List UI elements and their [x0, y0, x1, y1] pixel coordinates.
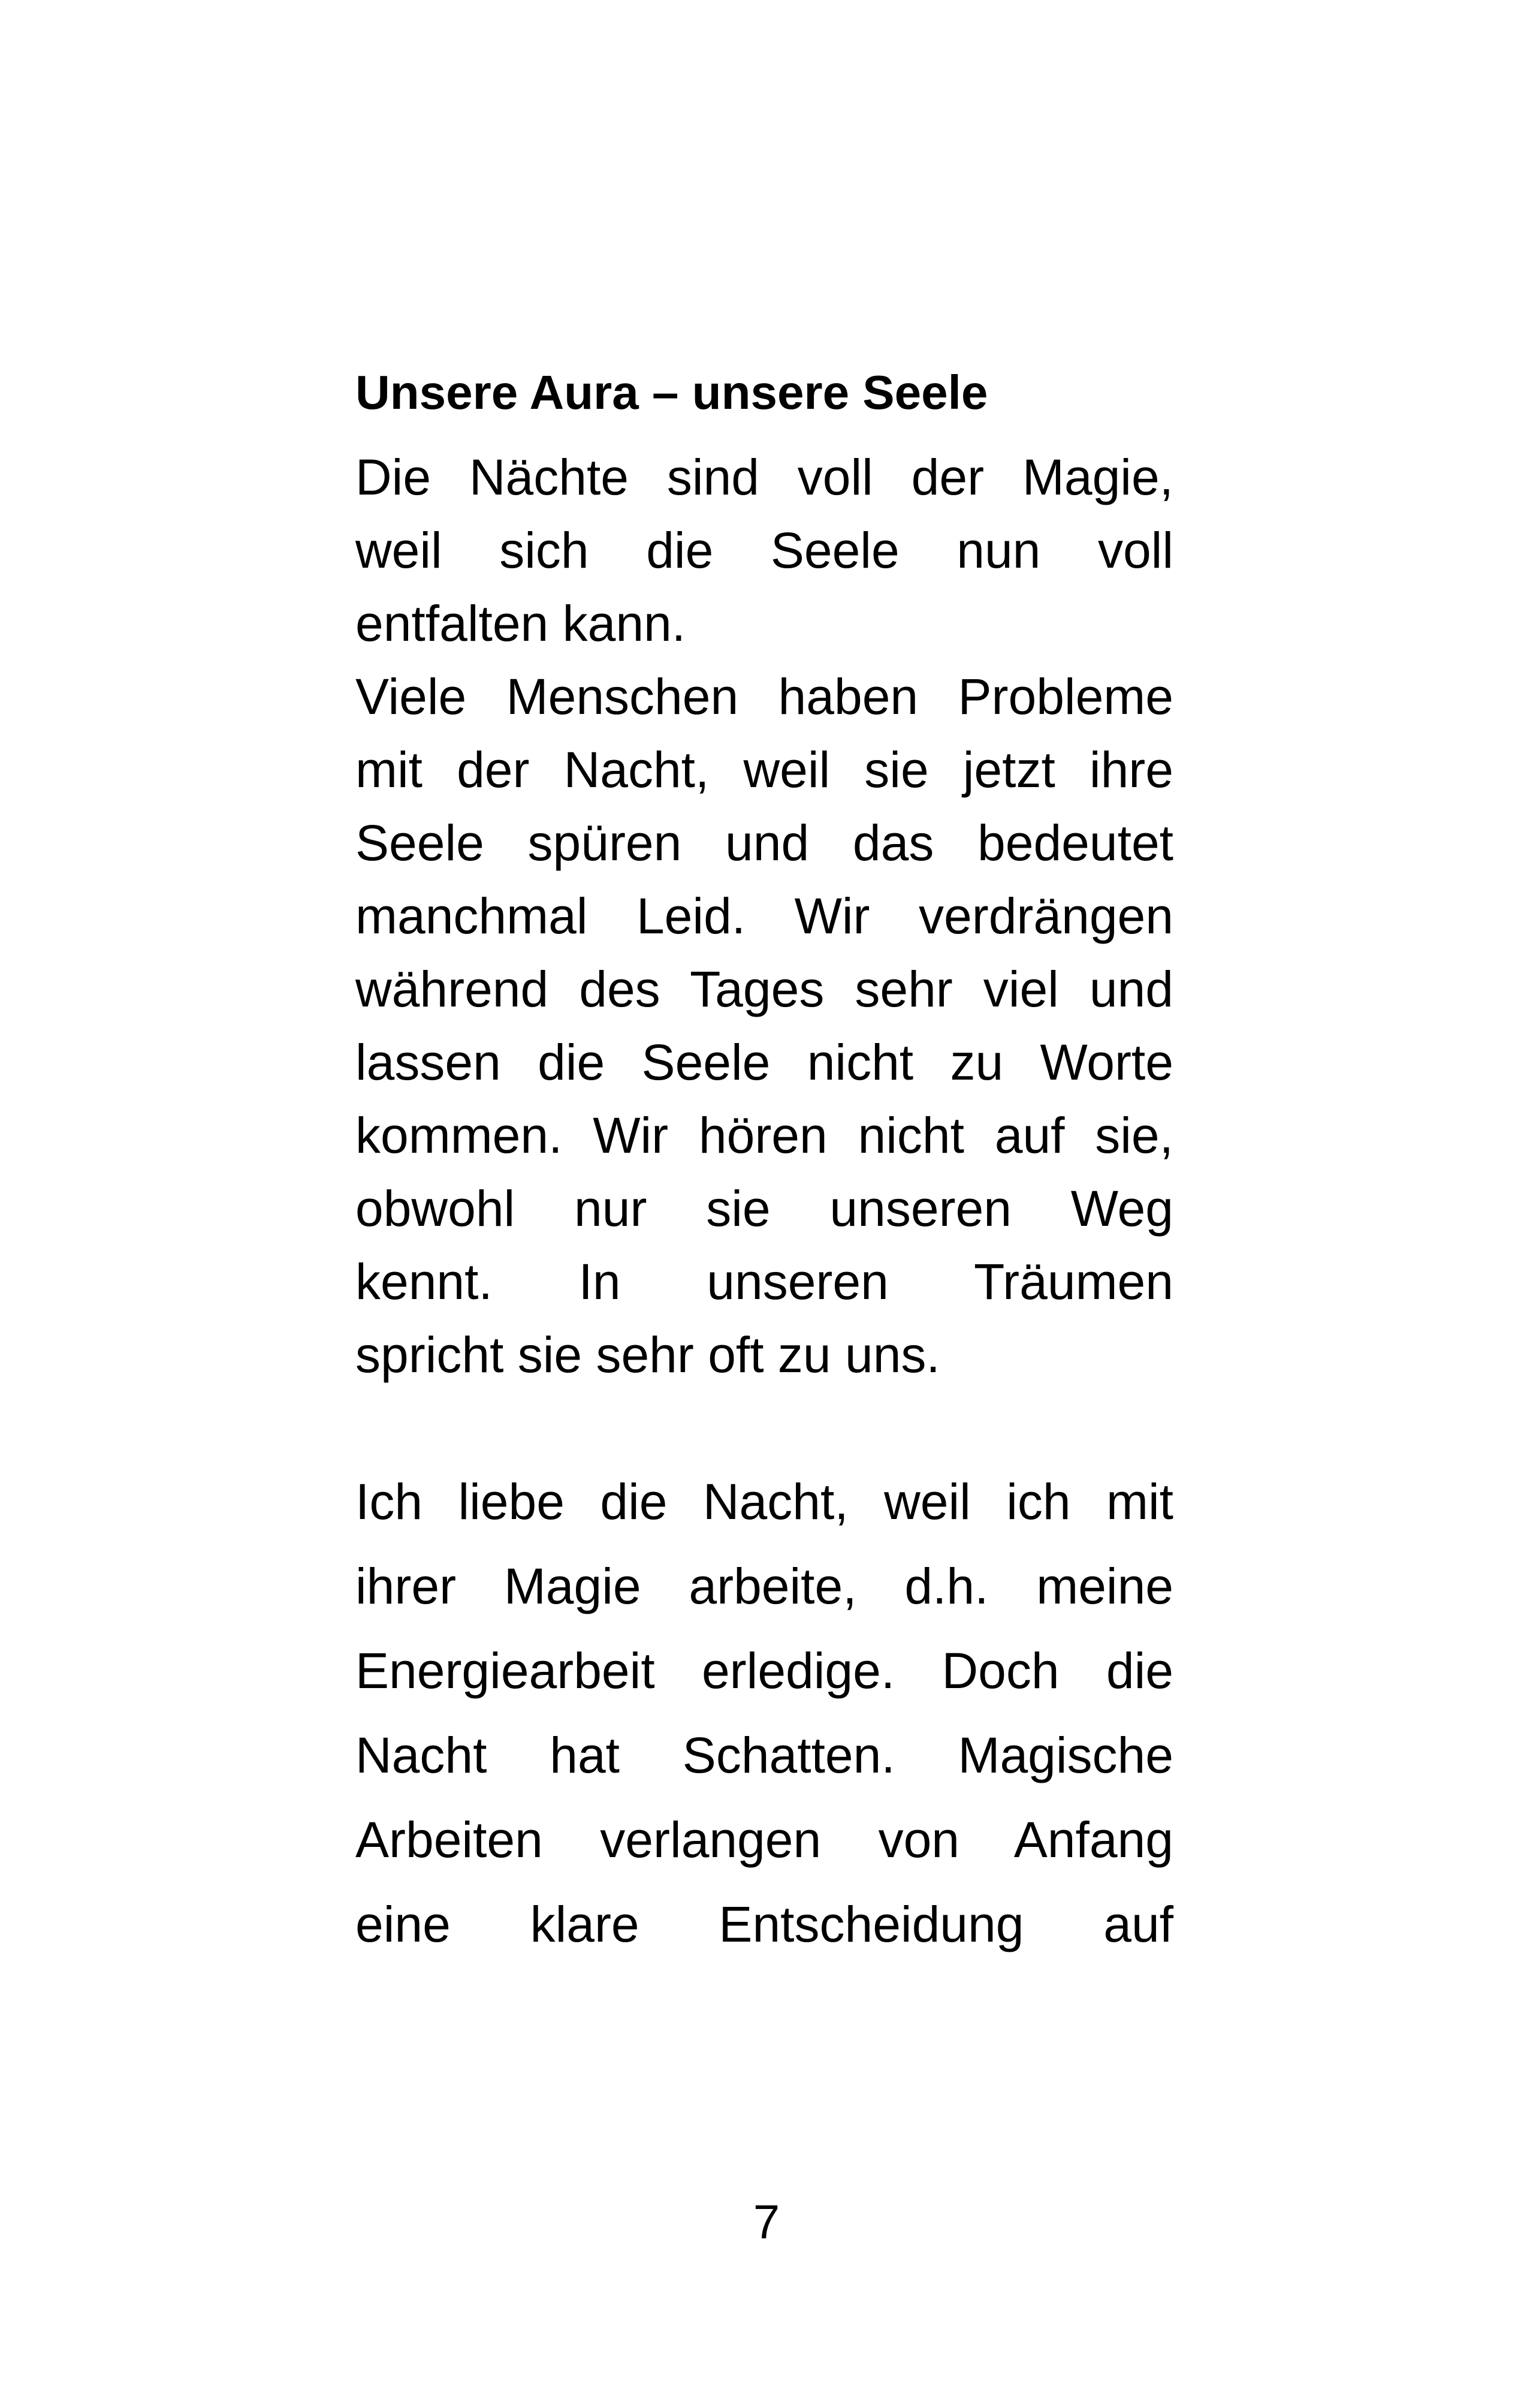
text-line: spricht sie sehr oft zu uns.: [355, 1327, 940, 1383]
text-line: lassen die Seele nicht zu Worte: [355, 1034, 1173, 1090]
text-line: Viele Menschen haben Probleme: [355, 668, 1173, 725]
text-line: Seele spüren und das bedeutet: [355, 815, 1173, 871]
text-line: Nacht hat Schatten. Magische: [355, 1727, 1173, 1783]
section-heading: Unsere Aura – unsere Seele: [355, 366, 988, 419]
text-line: mit der Nacht, weil sie jetzt ihre: [355, 742, 1173, 798]
text-line: eine klare Entscheidung auf: [355, 1896, 1173, 1952]
text-line: während des Tages sehr viel und: [355, 961, 1173, 1017]
paragraph-1: [355, 441, 1173, 1391]
text-line: manchmal Leid. Wir verdrängen: [355, 888, 1173, 944]
text-line: kennt. In unseren Träumen: [355, 1253, 1173, 1310]
text-line: weil sich die Seele nun voll: [355, 522, 1173, 578]
paragraph-2: [355, 1460, 1173, 1967]
text-line: Energiearbeit erledige. Doch die: [355, 1642, 1173, 1699]
text-line: entfalten kann.: [355, 595, 686, 652]
text-line: Die Nächte sind voll der Magie,: [355, 449, 1173, 505]
text-line: Ich liebe die Nacht, weil ich mit: [355, 1473, 1173, 1530]
text-line: kommen. Wir hören nicht auf sie,: [355, 1107, 1173, 1164]
text-line: ihrer Magie arbeite, d.h. meine: [355, 1558, 1173, 1614]
page-number: 7: [753, 2195, 780, 2249]
text-line: Arbeiten verlangen von Anfang: [355, 1812, 1173, 1868]
text-line: obwohl nur sie unseren Weg: [355, 1180, 1173, 1237]
